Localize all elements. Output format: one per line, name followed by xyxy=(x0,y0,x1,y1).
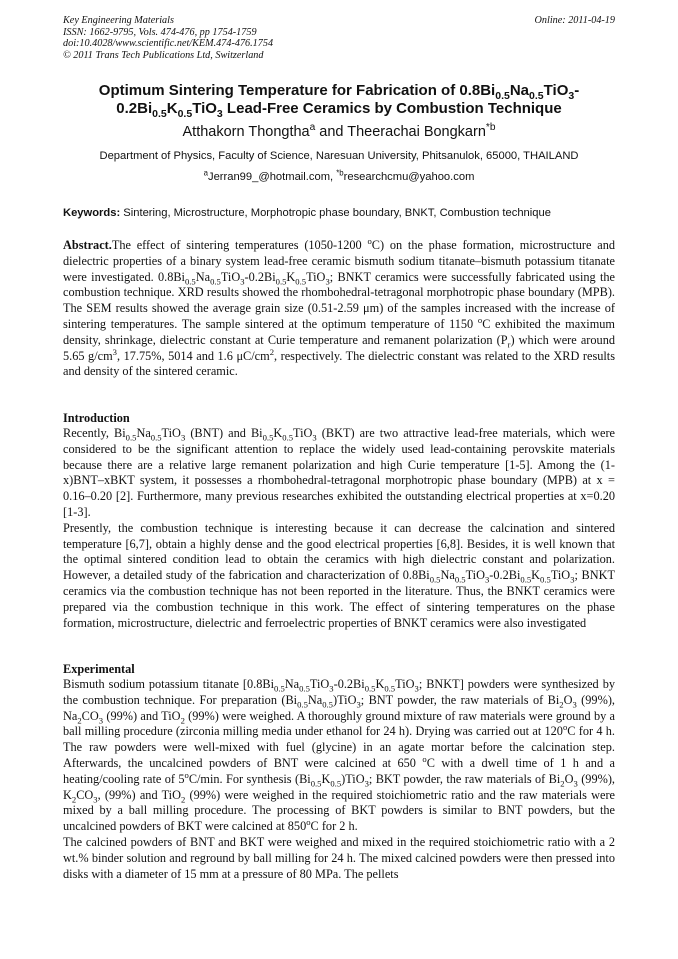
exp-paragraph-2: The calcined powders of BNT and BKT were weighed and mixed in the required stoichiometric ratio with a 2 wt.% binder solution and reground by ball milling for 24 h. The mixed calcined powders were then pressed into disks with a diameter of 15 mm at a pressure of 80 MPa. The pellets xyxy=(63,834,615,881)
intro-paragraph-2: Presently, the combustion technique is interesting because it can decrease the calcination and sintered temperature [6,7], obtain a highly dense and the good electrical properties [6,8]. Besides, it is well known that the optimal sintered condition lead to obtain the ceramics with high dielectric constant and polarization. However, a detailed study of the fabrication and characterization of $0.8Bi_{0.5}Na_{0.5}TiO_3-0.2Bi_{0.5}K_{0.5}TiO_3$; BNKT ceramics via the combustion technique has not been reported in the literature. Thus, the BNKT ceramics were prepared via the combustion technique in this work. The effect of sintering temperatures on the phase formation, microstructure, dielectric and ferroelectric properties of BNKT ceramics were also investigated xyxy=(63,520,616,630)
abstract-label: Abstract. xyxy=(63,238,112,252)
keywords-label: Keywords: xyxy=(63,207,121,219)
title-line-1: Optimum Sintering Temperature for Fabrication of $0.8Bi_{0.5}Na_{0.5}TiO_3-$ xyxy=(98,82,580,102)
paper-title xyxy=(63,82,615,118)
experimental-body xyxy=(63,677,615,882)
email-2: researchcmu@yahoo.com xyxy=(343,171,475,183)
keywords-text: Sintering, Microstructure, Morphotropic phase boundary, BNKT, Combustion technique xyxy=(120,207,551,219)
introduction-body xyxy=(63,426,615,631)
abstract: Abstract.The effect of sintering temperatures (1050-1200 $^o$C) on the phase formation, microstructure and dielectric properties of a binary system lead-free ceramic bismuth sodium titanate–bismuth potassium titanate were investigated. $0.8Bi_{0.5}Na_{0.5}TiO_3-0.2Bi_{0.5}K_{0.5}TiO_3$; BNKT ceramics were successfully fabricated using the combustion technique. XRD results showed the rhombohedral-tetragonal morphotropic phase boundary (MPB). The SEM results showed the average grain size (0.51-2.59 μm) of the samples increased with the increase of sintering temperatures. The sample sintered at the optimum temperature of 1150 $^o$C exhibited the maximum density, shrinkage, dielectric constant at Curie temperature and remanent polarization $(P_r)$ which were around 5.65 $g/cm^3$, 17.75%, 5014 and 1.6 $\mu C/cm^2$, respectively. The dielectric constant was related to the XRD results and density of the sintered ceramic. xyxy=(63,235,616,379)
email-1: Jerran99_@hotmail.com, xyxy=(207,171,337,183)
author-emails: $^a$Jerran99_@hotmail.com, $^{*b}$researchcmu@yahoo.com xyxy=(203,168,475,183)
affiliation: Department of Physics, Faculty of Science, Naresuan University, Phitsanulok, 65000, THAILAND xyxy=(99,150,579,162)
doi-line: doi:10.4028/www.scientific.net/KEM.474-476.1754 xyxy=(63,38,274,50)
author-2: Theerachai Bongkarn xyxy=(347,124,486,140)
copyright-line: © 2011 Trans Tech Publications Ltd, Switzerland xyxy=(63,49,264,61)
author-line: Atthakorn Thongtha$^a$ and Theerachai Bongkarn$^{*b}$ xyxy=(182,122,496,140)
title-line-2: $0.2Bi_{0.5}K_{0.5}TiO_3$ Lead-Free Ceramics by Combustion Technique xyxy=(116,100,562,120)
online-date: Online: 2011-04-19 xyxy=(534,15,615,26)
exp-paragraph-1: Bismuth sodium potassium titanate [$0.8Bi_{0.5}Na_{0.5}TiO_3-0.2Bi_{0.5}K_{0.5}TiO_3$; BNKT] powders were synthesized by the combustion technique. For preparation $(Bi_{0.5}Na_{0.5})TiO_3$; BNT powder, the raw materials of $Bi_2O_3$ (99%), $Na_2CO_3$ (99%) and TiO$_2$ (99%) were weighed. A thoroughly ground mixture of raw materials were ground by a ball milling procedure (zirconia milling media under ethanol for 24 h). Drying was carried out at 120$^o$C for 4 h. The raw powders were well-mixed with fuel (glycine) in an agate mortar before the calcination step. Afterwards, the uncalcined powders of BNT were calcined at 650 $^o$C with a dwell time of 1 h and a heating/cooling rate of 5$^o$C/min. For synthesis $(Bi_{0.5}K_{0.5})TiO_3$; BKT powder, the raw materials of $Bi_2O_3$ (99%), $K_2CO_3$, (99%) and TiO$_2$ (99%) were weighed in the required stoichiometric ratio and the raw materials were mixed by a ball milling procedure. The processing of BKT powders is similar to BNT powders, but the uncalcined powders of BKT were calcined at 850$^o$C for 2 h. xyxy=(63,677,616,834)
introduction-heading: Introduction xyxy=(63,411,130,425)
intro-paragraph-1: Recently, $Bi_{0.5}Na_{0.5}TiO_3$ (BNT) and $Bi_{0.5}K_{0.5}TiO_3$ (BKT) are two attractive lead-free materials, which were considered to be the significant attention to replace the widely used lead-containing perovskite materials because there are a relative large remanent polarization and high Curie temperature [1-5]. Among the (1-x)BNT–xBKT system, it possesses a rhombohedral-tetragonal morphotropic phase boundary (MPB) at x = 0.16–0.20 [2]. Furthermore, many previous researches exhibited the outstanding electrical properties at x=0.20 [1-3]. xyxy=(63,426,615,519)
keywords xyxy=(63,207,615,219)
journal-header xyxy=(63,15,615,61)
journal-name: Key Engineering Materials xyxy=(63,15,174,26)
issn-line: ISSN: 1662-9795, Vols. 474-476, pp 1754-1759 xyxy=(63,26,257,38)
experimental-heading: Experimental xyxy=(63,662,135,676)
author-1: Atthakorn Thongtha xyxy=(182,124,310,140)
